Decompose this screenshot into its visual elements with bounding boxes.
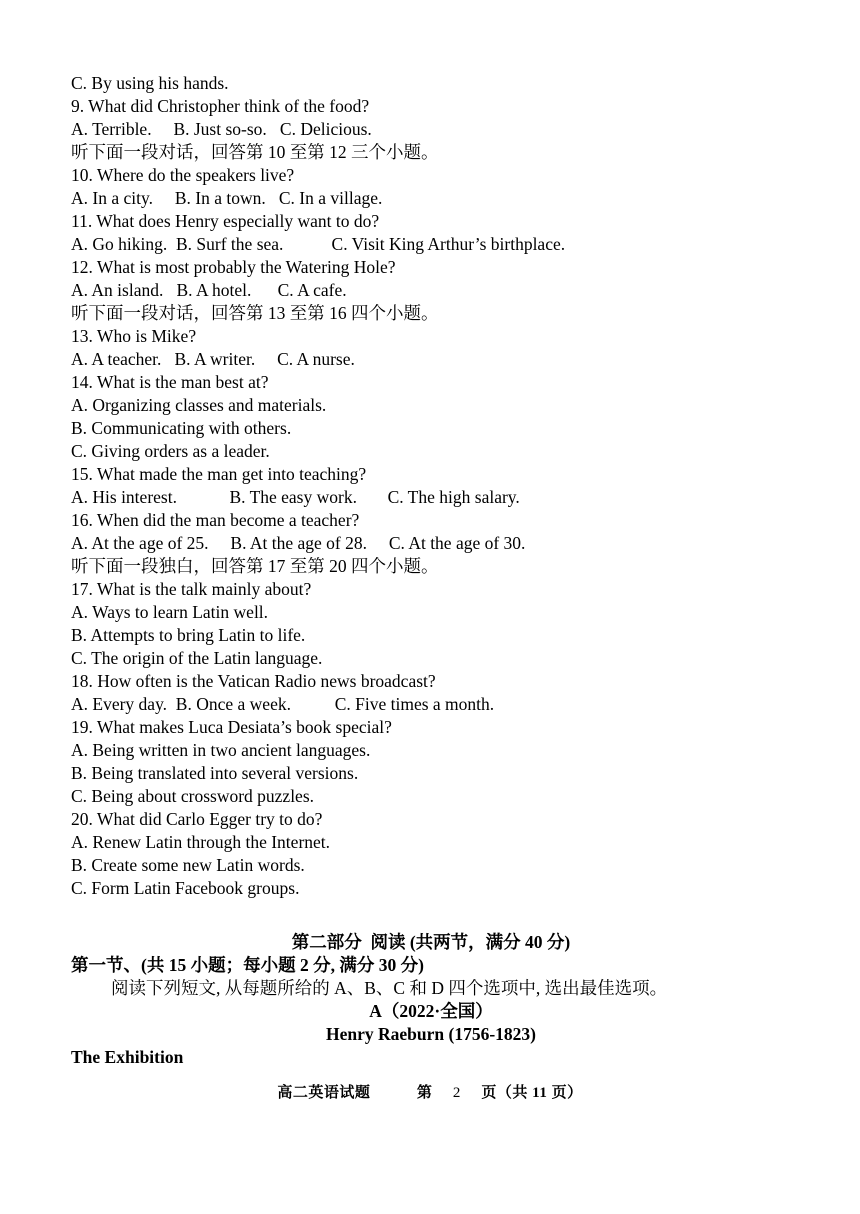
subheading: The Exhibition [71, 1047, 184, 1067]
question-line: 10. Where do the speakers live? [71, 165, 295, 185]
footer-total: 页（共 11 页） [481, 1085, 583, 1101]
question-line: A. In a city. B. In a town. C. In a village. [71, 188, 383, 208]
footer-subject: 高二英语试题 [277, 1085, 371, 1101]
part-one-title: 第一节、(共 15 小题；每小题 2 分, 满分 30 分) [71, 955, 424, 975]
question-line: C. The origin of the Latin language. [71, 648, 323, 668]
reading-section [71, 931, 831, 1069]
footer-page-number: 2 [452, 1085, 461, 1101]
question-line: A. Every day. B. Once a week. C. Five times a month. [71, 694, 495, 714]
question-line: A. A teacher. B. A writer. C. A nurse. [71, 349, 355, 369]
footer-page-word: 第 [416, 1085, 433, 1101]
question-line: B. Being translated into several versions. [71, 763, 359, 783]
passage-label: A（2022·全国） [369, 1001, 493, 1021]
question-line: 19. What makes Luca Desiata’s book special? [71, 717, 392, 737]
question-line: 9. What did Christopher think of the food? [71, 96, 370, 116]
question-line: 13. Who is Mike? [71, 326, 197, 346]
question-line: B. Attempts to bring Latin to life. [71, 625, 306, 645]
passage-title: Henry Raeburn (1756-1823) [326, 1024, 536, 1044]
question-line: 16. When did the man become a teacher? [71, 510, 360, 530]
question-line: 听下面一段独白，回答第 17 至第 20 四个小题。 [71, 556, 439, 576]
question-line: A. Being written in two ancient languages. [71, 740, 371, 760]
question-line: 11. What does Henry especially want to do? [71, 211, 380, 231]
question-line: A. An island. B. A hotel. C. A cafe. [71, 280, 347, 300]
question-line: 14. What is the man best at? [71, 372, 269, 392]
question-line: C. Form Latin Facebook groups. [71, 878, 300, 898]
section-title: 第二部分 阅读 (共两节，满分 40 分) [291, 932, 571, 952]
question-line: B. Communicating with others. [71, 418, 292, 438]
question-line: 20. What did Carlo Egger try to do? [71, 809, 323, 829]
question-line: C. By using his hands. [71, 73, 229, 93]
question-line: A. Ways to learn Latin well. [71, 602, 269, 622]
question-line: 听下面一段对话，回答第 10 至第 12 三个小题。 [71, 142, 439, 162]
question-line: A. His interest. B. The easy work. C. The high salary. [71, 487, 520, 507]
question-line: A. At the age of 25. B. At the age of 28. C. At the age of 30. [71, 533, 526, 553]
page-footer [0, 1081, 860, 1102]
question-line: A. Terrible. B. Just so-so. C. Delicious. [71, 119, 372, 139]
instructions: 阅读下列短文, 从每题所给的 A、B、C 和 D 四个选项中, 选出最佳选项。 [111, 978, 668, 998]
question-line: 17. What is the talk mainly about? [71, 579, 312, 599]
question-line: 15. What made the man get into teaching? [71, 464, 367, 484]
question-line: A. Go hiking. B. Surf the sea. C. Visit King Arthur’s birthplace. [71, 234, 566, 254]
question-line: A. Renew Latin through the Internet. [71, 832, 331, 852]
question-line: A. Organizing classes and materials. [71, 395, 327, 415]
question-line: 12. What is most probably the Watering Hole? [71, 257, 396, 277]
question-line: 18. How often is the Vatican Radio news broadcast? [71, 671, 436, 691]
question-list [71, 72, 831, 900]
question-line: B. Create some new Latin words. [71, 855, 305, 875]
question-line: 听下面一段对话，回答第 13 至第 16 四个小题。 [71, 303, 439, 323]
question-line: C. Giving orders as a leader. [71, 441, 270, 461]
question-line: C. Being about crossword puzzles. [71, 786, 315, 806]
